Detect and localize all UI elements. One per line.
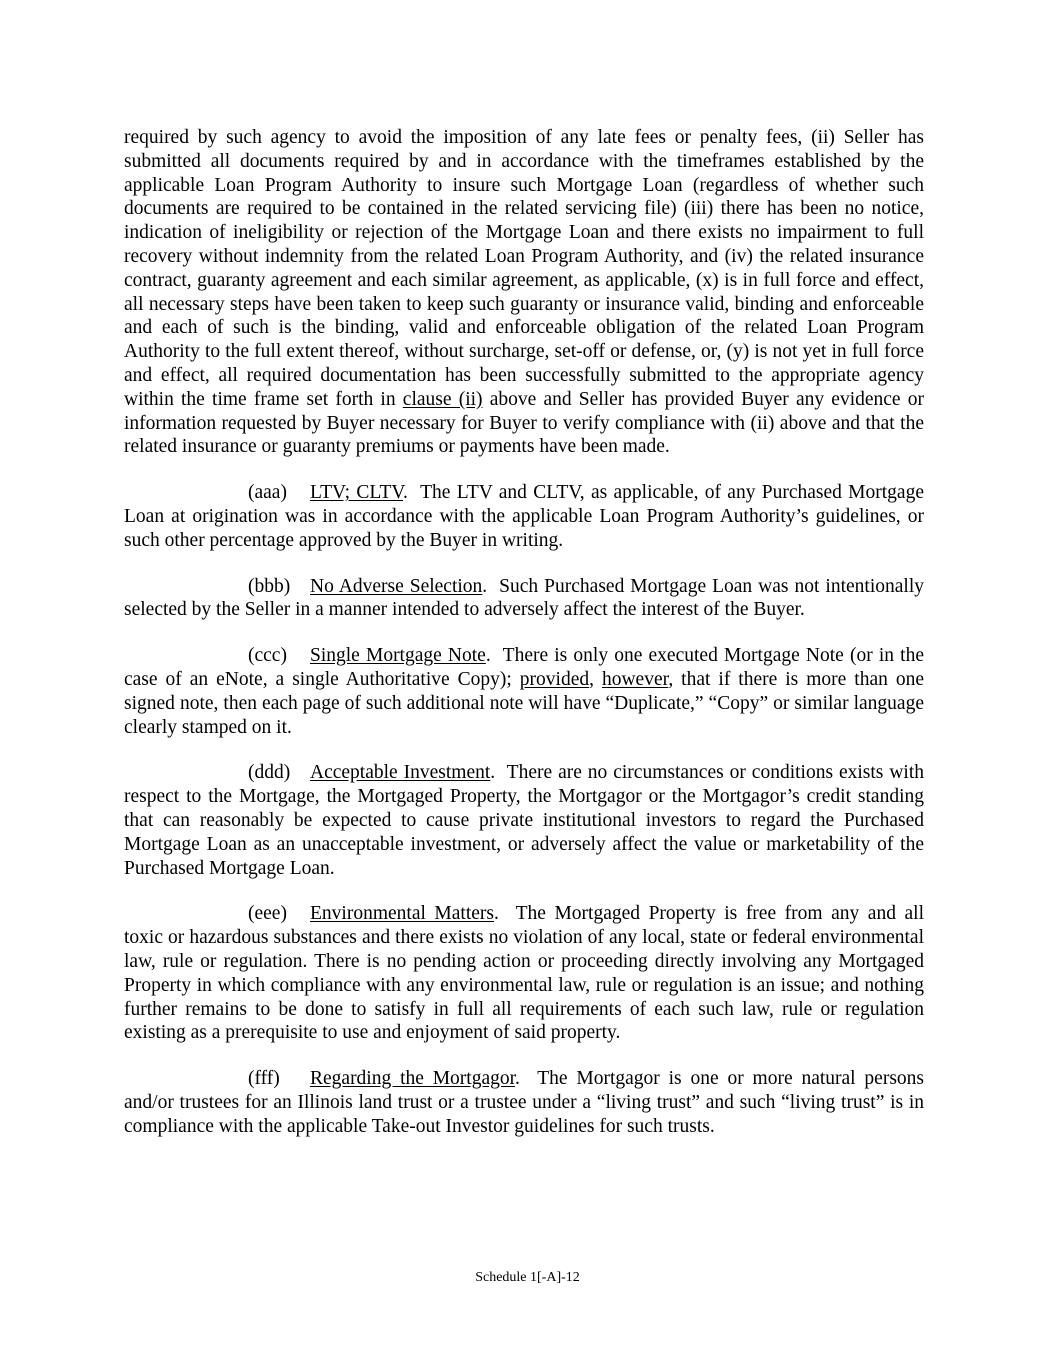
provided-term: provided: [519, 668, 590, 690]
page-footer: Schedule 1[-A]-12: [475, 1270, 580, 1285]
section-aaa: (aaa) LTV; CLTV. The LTV and CLTV, as applicable, of any Purchased Mortgage Loan at origination was in accordance with the applicable Loan Program Authority’s guidelines, or such other percentage approved by the Buyer in writing.: [124, 482, 924, 551]
intro-text-part2: above and Seller has provided Buyer any evidence or information requested by Buyer necessary for Buyer to verify compliance with (ii) above and that the related insurance or guaranty premiums or payments have been made.: [124, 388, 925, 458]
section-eee: (eee) Environmental Matters. The Mortgaged Property is free from any and all toxic or hazardous substances and there exists no violation of any local, state or federal environmental law, rule or regulation. There is no pending action or proceeding directly involving any Mortgaged Property in which compliance with any environmental law, rule or regulation is an issue; and nothing further remains to be done to satisfy in full all requirements of each such law, rule or regulation existing as a prerequisite to use and enjoyment of said property.: [124, 903, 924, 1044]
section-ccc: (ccc) Single Mortgage Note. There is only one executed Mortgage Note (or in the case of an eNote, a single Authoritative Copy); provided, however, that if there is more than one signed note, then each page of such additional note will have “Duplicate,” “Copy” or similar language clearly stamped on it.: [124, 645, 924, 738]
section-number: (aaa): [248, 482, 287, 504]
section-body: The Mortgaged Property is free from any and all toxic or hazardous substances and there exists no violation of any local, state or federal environmental law, rule or regulation. There is no pending action or proceeding directly involving any Mortgaged Property in which compliance with any environmental law, rule or regulation is an issue; and nothing further remains to be done to satisfy in full all requirements of each such law, rule or regulation existing as a prerequisite to use and enjoyment of said property.: [124, 903, 924, 1044]
section-heading: Regarding the Mortgagor: [310, 1068, 516, 1090]
section-heading: No Adverse Selection: [310, 575, 483, 597]
section-body: The LTV and CLTV, as applicable, of any Purchased Mortgage Loan at origination was in accordance with the applicable Loan Program Authority’s guidelines, or such other percentage approved by the Buyer in writing.: [124, 482, 924, 551]
clause-reference: clause (ii): [402, 388, 483, 410]
intro-text-part1: required by such agency to avoid the imposition of any late fees or penalty fees, (ii) Seller has submitted all documents required by and in accordance with the timeframes established by the applicable Loan Program Authority to insure such Mortgage Loan (regardless of whether such documents are required to be contained in the related servicing file) (iii) there has been no notice, indication of ineligibility or rejection of the Mortgage Loan and there exists no impairment to full recovery without indemnity from the related Loan Program Authority, and (iv) the related insurance contract, guaranty agreement and each similar agreement, as applicable, (x) is in full force and effect, all necessary steps have been taken to keep such guaranty or insurance valid, binding and enforceable and each of such is the binding, valid and enforceable obligation of the related Loan Program Authority to the full extent thereof, without surcharge, set-off or defense, or, (y) is not yet in full force and effect, all required documentation has been successfully submitted to the appropriate agency within the time frame set forth in: [124, 127, 924, 410]
section-number: (fff): [248, 1068, 280, 1090]
however-term: however: [601, 668, 669, 690]
section-heading: Single Mortgage Note: [310, 645, 486, 667]
section-number: (eee): [248, 903, 287, 925]
section-heading: Environmental Matters: [310, 903, 494, 925]
document-page: [124, 126, 924, 1160]
section-heading: Acceptable Investment: [310, 762, 491, 784]
section-bbb: (bbb) No Adverse Selection. Such Purchased Mortgage Loan was not intentionally selected by the Seller in a manner intended to adversely affect the interest of the Buyer.: [124, 575, 924, 621]
section-body-a: There is only one executed Mortgage Note (or in the case of an eNote, a single Authoritative Copy);: [124, 645, 924, 690]
section-fff: (fff) Regarding the Mortgagor. The Mortgagor is one or more natural persons and/or trustees for an Illinois land trust or a trustee under a “living trust” and such “living trust” is in compliance with the applicable Take-out Investor guidelines for such trusts.: [124, 1068, 924, 1137]
intro-paragraph: [124, 126, 924, 459]
section-number: (bbb): [248, 575, 291, 597]
section-number: (ddd): [248, 762, 291, 784]
section-body: Such Purchased Mortgage Loan was not intentionally selected by the Seller in a manner intended to adversely affect the interest of the Buyer.: [124, 575, 924, 621]
section-number: (ccc): [248, 645, 287, 667]
section-heading: LTV; CLTV: [310, 482, 403, 504]
section-body: The Mortgagor is one or more natural persons and/or trustees for an Illinois land trust or a trustee under a “living trust” and such “living trust” is in compliance with the applicable Take-out Investor guidelines for such trusts.: [124, 1068, 924, 1137]
section-body: There are no circumstances or conditions exists with respect to the Mortgage, the Mortgaged Property, the Mortgagor or the Mortgagor’s credit standing that can reasonably be expected to cause private institutional investors to regard the Purchased Mortgage Loan as an unacceptable investment, or adversely affect the value or marketability of the Purchased Mortgage Loan.: [124, 762, 924, 879]
section-body-b: , that if there is more than one signed note, then each page of such additional note will have “Duplicate,” “Copy” or similar language clearly stamped on it.: [124, 668, 924, 738]
section-ddd: (ddd) Acceptable Investment. There are no circumstances or conditions exists with respect to the Mortgage, the Mortgaged Property, the Mortgagor or the Mortgagor’s credit standing that can reasonably be expected to cause private institutional investors to regard the Purchased Mortgage Loan as an unacceptable investment, or adversely affect the value or marketability of the Purchased Mortgage Loan.: [124, 762, 924, 879]
